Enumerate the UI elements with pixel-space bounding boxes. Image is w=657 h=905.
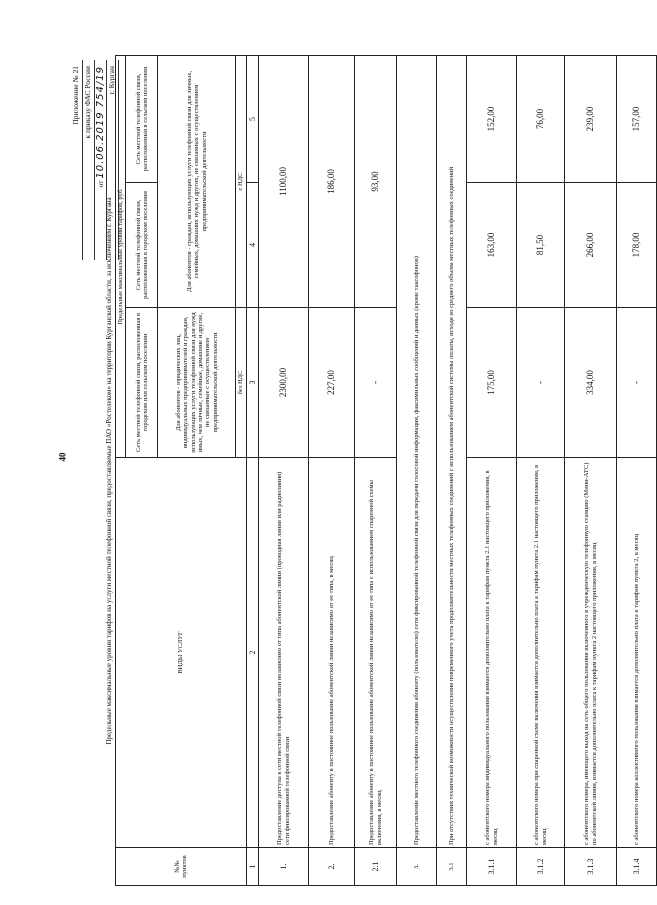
value-rural: 157,00	[617, 56, 657, 183]
group1-header: Для абонентов - юридических лиц, индивидуальных предпринимателей и граждан, использующих услуги телефонной связи для нужд иных, чем личные, семейные, домашние и другие, не связанные с осуществлением предпринимательской деятельности	[158, 308, 236, 458]
value-group2: 93,00	[355, 56, 397, 308]
col-index-5: 5	[246, 56, 258, 183]
col-index-2: 2	[246, 458, 258, 848]
subheader-city-rural: Сеть местной телефонной связи, расположенная в городском или сельском поселении	[126, 308, 158, 458]
value-group1: 175,00	[467, 308, 517, 458]
value-city: 81,50	[517, 183, 565, 308]
row-number: 3.1	[437, 848, 467, 886]
row-number: 3.	[397, 848, 437, 886]
col-index-1: 1	[246, 848, 258, 886]
col-service-header: ВИДЫ УСЛУГ	[116, 458, 247, 848]
col-index-4: 4	[246, 183, 258, 308]
page-number: 40	[57, 452, 68, 462]
city-label: г. Курган	[107, 60, 119, 260]
value-group1: 334,00	[565, 308, 617, 458]
tariff-header: Предельные максимальные уровни тарифов, руб.	[116, 56, 126, 458]
row-text: с абонентского номера коллективного пользования взимается дополнительно плата к тарифам пункта 2, в месяц	[617, 458, 657, 848]
appendix-label: Приложение № 21	[71, 60, 83, 260]
value-group2: 186,00	[309, 56, 355, 308]
table-row	[517, 56, 565, 886]
tariff-table	[115, 55, 657, 886]
value-rural: 152,00	[467, 56, 517, 183]
value-group1: 227,00	[309, 308, 355, 458]
row-number: 3.1.4	[617, 848, 657, 886]
subheader-city: Сеть местной телефонной связи, расположенная в городском поселении	[126, 183, 158, 308]
table-row	[467, 56, 517, 886]
rotated-page-content	[71, 56, 642, 886]
value-group1: -	[355, 308, 397, 458]
row-text: с абонентского номера при спаренной схеме включения взимается дополнительно плата к тарифам пункта 2.1 настоящего приложения, в месяц	[517, 458, 565, 848]
table-row	[355, 56, 397, 886]
value-city: 178,00	[617, 183, 657, 308]
value-city: 266,00	[565, 183, 617, 308]
document-title: Предельные максимальные уровни тарифов на услуги местной телефонной связи, предоставляемые ПАО «Ростелеком» на территории Курганской области, за исключением г. Кургана	[105, 197, 113, 745]
vat-without: без НДС	[236, 308, 246, 458]
row-text: с абонентского номера индивидуального пользования взимается дополнительно плата к тарифам пункта 2.1 настоящего приложения, в месяц	[467, 458, 517, 848]
row-number: 2.	[309, 848, 355, 886]
table-row	[617, 56, 657, 886]
section-row	[397, 56, 437, 886]
value-rural: 239,00	[565, 56, 617, 183]
row-number: 1.	[259, 848, 309, 886]
row-number: 2.1	[355, 848, 397, 886]
row-text: Предоставление абоненту в постоянное пользование абонентской линии независимо от ее типа с использованием спаренной схемы включения, в месяц	[355, 458, 397, 848]
col-number-header: №№ пунктов	[116, 848, 247, 886]
value-group2: 1100,00	[259, 56, 309, 308]
section-text: Предоставление местного телефонного соединения абоненту (пользователю) сети фиксированной телефонной связи для передачи голосовой информации, факсимильных сообщений и данных (кроме таксофонов)	[397, 56, 437, 848]
col-index-3: 3	[246, 308, 258, 458]
row-number: 3.1.3	[565, 848, 617, 886]
row-number: 3.1.2	[517, 848, 565, 886]
value-group1: -	[617, 308, 657, 458]
value-rural: 76,00	[517, 56, 565, 183]
handwritten-date-number: 10.06.2019 754/19	[95, 66, 106, 179]
group2-header: Для абонентов - граждан, использующих услуги телефонной связи для личных, семейных, домашних нужд и других, не связанных с осуществлением предпринимательской деятельности	[158, 56, 236, 308]
row-text: Предоставление доступа к сети местной телефонной связи независимо от типа абонентской линии (проводная линия или радиолиния) сети фиксированной телефонной связи	[259, 458, 309, 848]
vat-with: с НДС	[236, 56, 246, 308]
table-row	[565, 56, 617, 886]
value-group1: -	[517, 308, 565, 458]
order-label: к приказу ФАС России	[83, 60, 95, 260]
section-text: При отсутствии технической возможности осуществления повременного учета продолжительности местных телефонных соединений с использованием абонентской системы оплаты, исходя из среднего объема местных телефонных соединений	[437, 56, 467, 848]
row-text: с абонентского номера, имеющего выход на сеть общего пользования включенного в учрежденческую телефонную станцию (Мини-АТС) по абонентской линии, взимается дополнительно плата к тарифам пункта 2 настоящего приложения, в месяц	[565, 458, 617, 848]
row-text: Предоставление абоненту в постоянное пользование абонентской линии независимо от ее типа, в месяц	[309, 458, 355, 848]
table-row	[309, 56, 355, 886]
section-row	[437, 56, 467, 886]
value-group1: 2300,00	[259, 308, 309, 458]
table-row	[259, 56, 309, 886]
value-city: 163,00	[467, 183, 517, 308]
date-prefix: от	[96, 180, 105, 188]
row-number: 3.1.1	[467, 848, 517, 886]
subheader-rural: Сеть местной телефонной связи, расположенная в сельском поселении	[126, 56, 158, 183]
